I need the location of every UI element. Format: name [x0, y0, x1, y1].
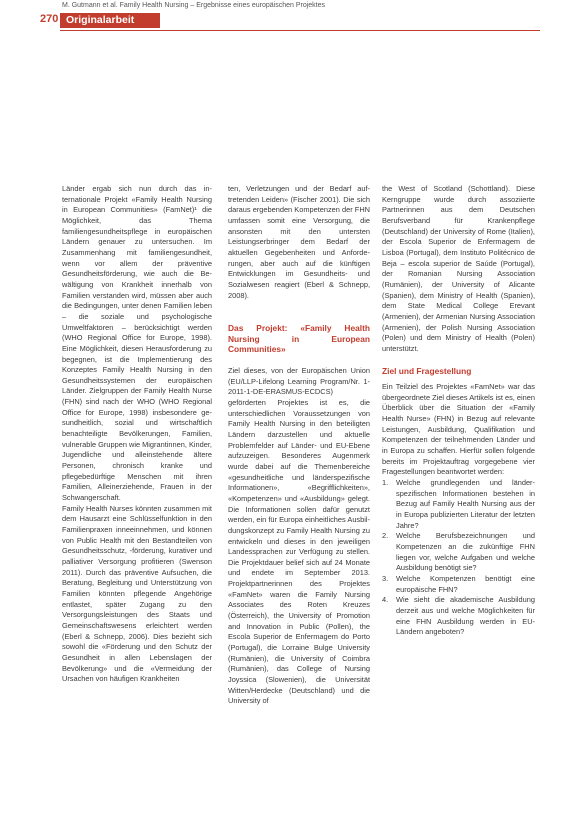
paragraph: ten, Verletzungen und der Bedarf auftretenden Leiden» (Fischer 2001). Die sich daraus ergebenden Kompetenzen der FHN umfassen somit eine Versorgung, die ansonsten mit den untersten Leistungserbringer dem Bedarf der aktuellen Gegebenheiten und Anforderungen, aber auch auf die künftigen Entwicklungen im Gesundheits- und Sozialwesen reagiert (Eberl & Schnepp, 2008). — [228, 184, 370, 300]
list-number: 4. — [382, 595, 389, 605]
list-item — [382, 478, 535, 531]
list-item — [382, 595, 535, 638]
paragraph: Family Health Nurses könnten zusammen mit dem Hausarzt eine Schlüsselfunktion in den Familienpraxen inneeinnehmen, und können von Public Health mit den Bestandteilen von Gesundheitsschutz, -förderung, kurativer und palliativer Versorgung profitieren (Swenson 2011). Durch das präventive Aufsuchen, die Beratung, Begleitung und Unterstützung von Familien könnten pflegende Angehörige entlastet, später Zugang zu den Versorgungsleistungen des Staats und Gemeinschaftswesens erleichtert werden (Eberl & Schnepp, 2006). Dies bezieht sich sowohl die «Förderung und den Schutz der Gesundheit in allen Lebenslagen der Bevölkerung» und die «Vermeidung der Ursachen von häufigen Krankheiten — [62, 503, 212, 684]
text-column-3 — [382, 184, 535, 638]
text-column-2 — [228, 184, 370, 707]
text-column-1 — [62, 184, 212, 685]
running-head: M. Gutmann et al. Family Health Nursing – Ergebnisse eines europäischen Projektes — [62, 2, 326, 9]
page-number: 270 — [40, 13, 59, 25]
list-text: Welche Berufsbezeichnungen und Kompetenzen an die zukünftige FHN liegen vor, welche Aufgaben und welche Ausbildung benötigt sie? — [396, 531, 535, 573]
section-heading-project: Das Projekt: «Family Health Nursing in European Communities» — [228, 323, 370, 355]
list-number: 2. — [382, 531, 389, 541]
paragraph: Länder ergab sich nun durch das internationale Projekt «Family Health Nursing in European Communities» (FamNet)¹ die Möglichkeit, das Thema familiengesundheitspflege in europäischen Ländern genauer zu untersuchen. Im Zusammenhang mit familiengesundheit, wenn vor allem der präventive Gesundheitsförderung, wie auch die Bewältigung von Krankheit innerhalb von Familien verstanden wird, müssen aber auch die Bedingungen, unter denen Familien leben – die soziale und psychologische Umweltfaktoren – berücksichtigt werden (WHO Regional Office for Europe, 1998). Eine Möglichkeit, diesen Herausforderung zu begegnen, ist die Implementierung des Konzeptes Family Health Nursing in den Gesundheitssystemen der europäischen Länder. Zielgruppen der Family Health Nurse (FHN) sind nach der WHO (WHO Regional Office for Europe, 1998) insbesondere gesundheitlich, sozial und wirtschaftlich benachteiligte Bevölkerungen, Familien, vulnerable Gruppen wie Migrantinnen, Kinder, Jugendliche und alleinstehende ältere Personen, chronisch kranke und pflegebedürftige Menschen mit ihren Familien, Alleinerziehende, Frauen in der Schwangerschaft. — [62, 184, 212, 503]
list-text: Welche Kompetenzen benötigt eine europäische FHN? — [396, 573, 535, 594]
section-heading-goals: Ziel und Fragestellung — [382, 365, 472, 376]
list-text: Welche grundlegenden und länderspezifischen Informationen bestehen in Bezug auf Family Health Nursing aus der in Europa publizierten Literatur der letzten Jahre? — [396, 478, 535, 530]
list-text: Wie sieht die akademische Ausbildung derzeit aus und welche Möglichkeiten für eine FHN Ausbildung werden in EU-Ländern angeboten? — [396, 595, 535, 637]
list-item — [382, 574, 535, 595]
list-number: 3. — [382, 573, 389, 583]
paragraph: Ziel dieses, von der Europäischen Union (EU/LLP-Lifelong Learning Program/Nr. 1-2011-1-DE-ERASMUS-ECDCS) geförderten Projektes ist es, die unterschiedlichen Voraussetzungen von Family Health Nursing in den beteiligten Ländern darzustellen und aktuelle Problemfelder auf Länder- und EU-Ebene aufzuzeigen. Besonderes Augenmerk wurde dabei auf die Themenbereiche «gesundheitliche und länderspezifische Informationen», «Begrifflichkeiten», «Kompetenzen» und «Ausbildung» gelegt. Die Informationen sollen dafür genutzt werden, ein für Europa einheitliches Ausbildungskonzept zu Family Health Nursing zu entwickeln und dieses in den jeweiligen Landessprachen zur Verfügung zu stellen. Die Projektdauer belief sich auf 24 Monate und endete im September 2013. Projektpartnerinnen des Projektes «FamNet» waren die Family Nursing Associates des Roten Kreuzes (Österreich), the University of Promotion and Innovation in Public (Pollen), the Escola Superior de Enfermagem do Porto (Portugal), die Lorraine Bulge University (Rumänien), die University of Coimbra (Rumänien), das College of Nursing Joyssica (Slowenien), die Universität Witten/Herdecke (Deutschland) und die University of — [228, 366, 370, 706]
paragraph: Ein Teilziel des Projektes «FamNet» war das übergeordnete Ziel dieses Artikels ist es, einen Überblick über die Situation der «Family Health Nurse» (FHN) in Bezug auf relevante Leistungen, Ausbildung, Qualifikation und Kompetenzen der teilnehmenden Länder und in Europa zu schaffen. Hierfür sollen folgende bereits im Projektauftrag vorgegebene vier Fragestellungen beantwortet werden: — [382, 382, 535, 477]
list-item — [382, 531, 535, 574]
section-label: Originalarbeit — [60, 13, 160, 28]
paragraph: the West of Scotland (Schottland). Diese Kerngruppe wurde durch assoziierte Partnerinnen aus dem Deutschen Berufsverband für Krankenpflege (Deutschland) der University of Rome (Italien), der Escola Superior de Enfermagem de Lisboa (Portugal), dem Instituto Politécnico de Beja – escola superior de Saúde (Portugal), der Romanian Nursing Association (Rumänien), der University of Alicante (Spanien), dem Ministry of Health (Spanien), dem State Medical College Erevant (Armenien), der Armenian Nursing Association (Armenien), der Polish Nursing Association (Polen) und dem Ministry of Health (Polen) unterstützt. — [382, 184, 535, 353]
list-number: 1. — [382, 478, 389, 487]
header-rule — [60, 30, 540, 31]
